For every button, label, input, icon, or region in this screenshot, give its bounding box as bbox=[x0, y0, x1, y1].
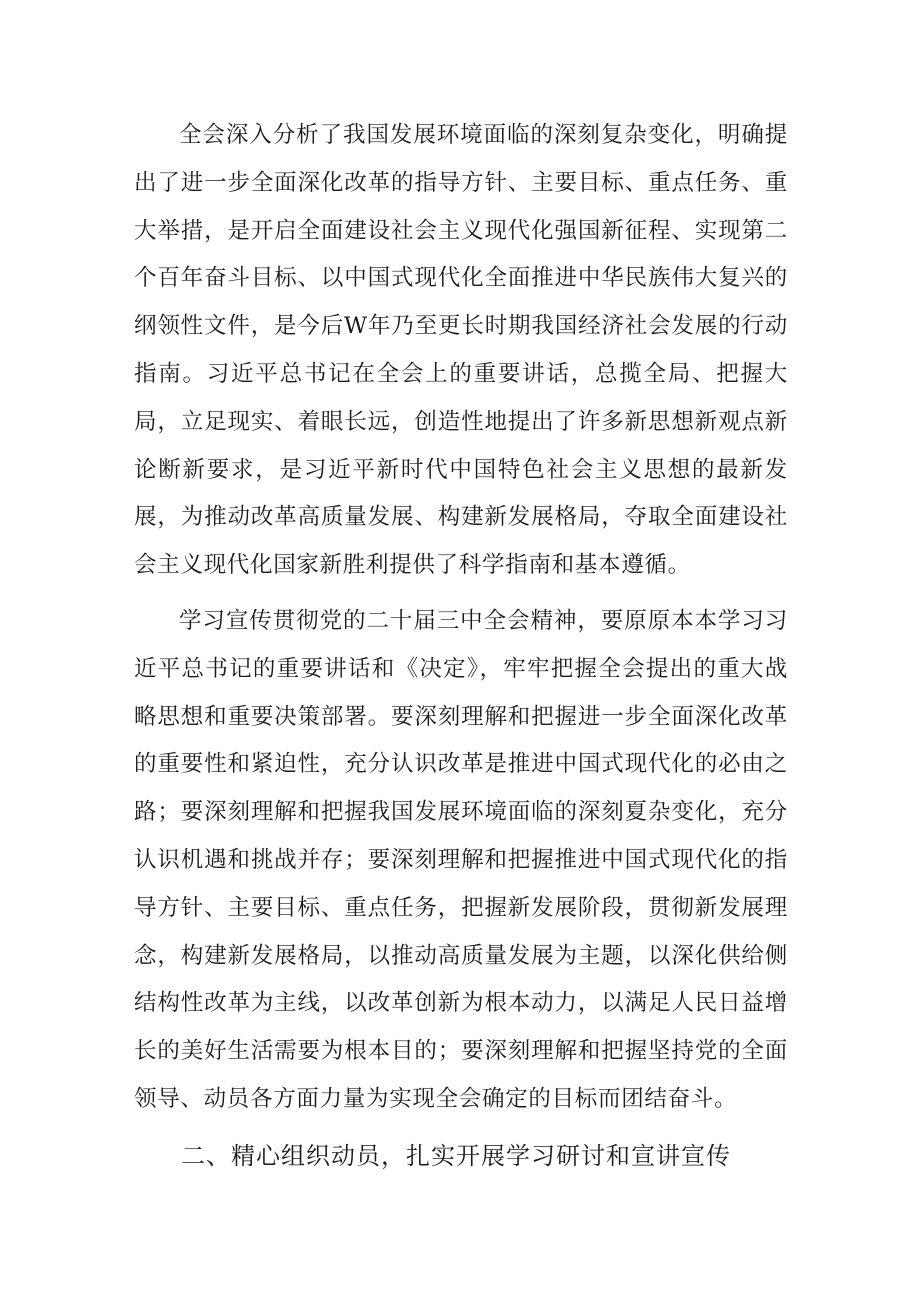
paragraph-plenum-analysis: 全会深入分析了我国发展环境面临的深刻复杂变化，明确提出了进一步全面深化改革的指导方针、主要目标、重点任务、重大举措，是开启全面建设社会主义现代化强国新征程、实现第二个百年奋斗目标、以中国式现代化全面推进中华民族伟大复兴的纲领性文件，是今后W年乃至更长时期我国经济社会发展的行动指南。习近平总书记在全会上的重要讲话，总揽全局、把握大局，立足现实、着眼长远，创造性地提出了许多新思想新观点新论断新要求，是习近平新时代中国特色社会主义思想的最新发展，为推动改革高质量发展、构建新发展格局，夺取全面建设社会主义现代化国家新胜利提供了科学指南和基本遵循。 bbox=[134, 122, 788, 579]
paragraph-study-requirements: 学习宣传贯彻党的二十届三中全会精神，要原原本本学习习近平总书记的重要讲话和《决定》，牢牢把握全会提出的重大战略思想和重要决策部署。要深刻理解和把握进一步全面深化改革的重要性和紧迫性，充分认识改革是推进中国式现代化的必由之路；要深刻理解和把握我国发展环境面临的深刻夏杂变化，充分认识机遇和挑战并存；要深刻理解和把握推进中国式现代化的指导方针、主要目标、重点任务，把握新发展阶段，贯彻新发展理念，构建新发展格局，以推动高质量发展为主题，以深化供给侧结构性改革为主线，以改革创新为根本动力，以满足人民日益增长的美好生活需要为根本目的；要深刻理解和把握坚持党的全面领导、动员各方面力量为实现全会确定的目标而团结奋斗。 bbox=[134, 607, 788, 1112]
section-heading: 二、精心组织动员，扎实开展学习研讨和宣讲宣传 bbox=[181, 1142, 731, 1170]
document-body bbox=[134, 112, 788, 1124]
